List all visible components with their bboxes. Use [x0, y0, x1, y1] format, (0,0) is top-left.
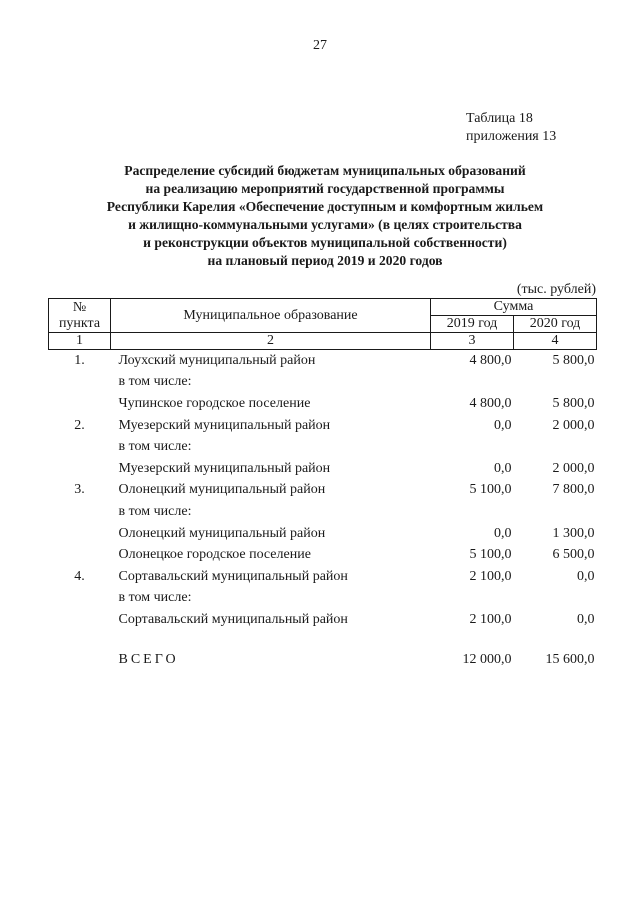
table-row	[49, 588, 597, 610]
row-number: 2.	[74, 417, 85, 433]
row-number	[49, 501, 111, 523]
row-number	[49, 458, 111, 480]
row-value-2020: 0,0	[577, 568, 595, 584]
row-municipality: Олонецкое городское поселение	[118, 547, 311, 563]
row-value-2019	[431, 372, 514, 394]
header-number-line-1: №	[72, 299, 87, 315]
row-municipality: Чупинское городское поселение	[118, 395, 311, 411]
header-sum: Сумма	[431, 299, 597, 316]
row-value-2019: 5 100,0	[469, 547, 512, 563]
title-line: на плановый период 2019 и 2020 годов	[207, 253, 443, 268]
row-value-2019: 2 100,0	[469, 611, 512, 627]
row-value-2019: 2 100,0	[469, 568, 512, 584]
spacer-row	[49, 631, 597, 649]
row-municipality: Муезерский муниципальный район	[118, 417, 331, 433]
table-row	[49, 415, 597, 437]
subsidy-table	[48, 298, 597, 671]
row-value-2020: 5 800,0	[552, 352, 595, 368]
table-row	[49, 393, 597, 415]
table-body	[49, 350, 597, 671]
header-number	[49, 299, 111, 333]
row-value-2019: 4 800,0	[469, 395, 512, 411]
units-label: (тыс. рублей)	[516, 282, 596, 297]
header-municipality: Муниципальное образование	[111, 299, 431, 333]
row-value-2020: 0,0	[577, 611, 595, 627]
table-row	[49, 523, 597, 545]
document-title	[40, 162, 610, 270]
total-number	[49, 649, 111, 671]
row-number	[49, 544, 111, 566]
row-number: 3.	[74, 482, 85, 498]
row-number	[49, 436, 111, 458]
total-label: ВСЕГО	[118, 651, 179, 667]
table-row	[49, 350, 597, 372]
row-value-2020: 6 500,0	[552, 547, 595, 563]
title-line: Распределение субсидий бюджетам муниципальных образований	[124, 163, 526, 178]
total-value-2020: 15 600,0	[545, 651, 595, 667]
row-municipality: в том числе:	[118, 590, 192, 606]
row-value-2019: 0,0	[494, 460, 512, 476]
row-value-2019	[431, 588, 514, 610]
row-municipality: в том числе:	[118, 439, 192, 455]
row-municipality: Олонецкий муниципальный район	[118, 525, 326, 541]
row-number	[49, 523, 111, 545]
column-index-3: 3	[431, 333, 514, 350]
table-row	[49, 544, 597, 566]
column-index-4: 4	[514, 333, 597, 350]
total-value-2019: 12 000,0	[462, 651, 512, 667]
table-reference-line-2: приложения 13	[466, 129, 557, 144]
row-value-2020	[514, 436, 597, 458]
row-number: 1.	[74, 352, 85, 368]
table-row	[49, 372, 597, 394]
header-number-line-2: пункта	[58, 315, 101, 331]
page-number: 27	[313, 38, 327, 53]
total-row	[49, 649, 597, 671]
row-value-2019: 0,0	[494, 525, 512, 541]
header-year-2019: 2019 год	[431, 316, 514, 333]
row-value-2020: 5 800,0	[552, 395, 595, 411]
title-line: и реконструкции объектов муниципальной собственности)	[143, 235, 507, 250]
row-municipality: Муезерский муниципальный район	[118, 460, 331, 476]
title-line: и жилищно-коммунальными услугами» (в целях строительства	[128, 217, 522, 232]
row-number	[49, 609, 111, 631]
row-value-2020: 7 800,0	[552, 482, 595, 498]
row-number: 4.	[74, 568, 85, 584]
column-index-1: 1	[49, 333, 111, 350]
row-value-2019: 0,0	[494, 417, 512, 433]
row-municipality: в том числе:	[118, 503, 192, 519]
row-value-2020	[514, 501, 597, 523]
spacer-cell	[49, 631, 597, 649]
row-value-2020	[514, 588, 597, 610]
table-row	[49, 609, 597, 631]
row-value-2020: 1 300,0	[552, 525, 595, 541]
table-reference	[466, 110, 556, 146]
row-value-2020: 2 000,0	[552, 460, 595, 476]
title-line: Республики Карелия «Обеспечение доступным и комфортным жильем	[106, 199, 544, 214]
table-row	[49, 436, 597, 458]
table-reference-line-1: Таблица 18	[466, 111, 533, 126]
column-index-2: 2	[111, 333, 431, 350]
row-value-2020: 2 000,0	[552, 417, 595, 433]
row-municipality: Сортавальский муниципальный район	[118, 611, 348, 627]
row-value-2020	[514, 372, 597, 394]
header-year-2020: 2020 год	[514, 316, 597, 333]
row-value-2019	[431, 436, 514, 458]
title-line: на реализацию мероприятий государственной программы	[145, 181, 505, 196]
table-row	[49, 480, 597, 502]
table-row	[49, 501, 597, 523]
row-value-2019: 5 100,0	[469, 482, 512, 498]
row-municipality: Лоухский муниципальный район	[118, 352, 316, 368]
row-value-2019	[431, 501, 514, 523]
table-row	[49, 566, 597, 588]
row-municipality: в том числе:	[118, 374, 192, 390]
table-row	[49, 458, 597, 480]
row-number	[49, 588, 111, 610]
row-municipality: Сортавальский муниципальный район	[118, 568, 348, 584]
row-value-2019: 4 800,0	[469, 352, 512, 368]
row-number	[49, 372, 111, 394]
row-municipality: Олонецкий муниципальный район	[118, 482, 326, 498]
row-number	[49, 393, 111, 415]
